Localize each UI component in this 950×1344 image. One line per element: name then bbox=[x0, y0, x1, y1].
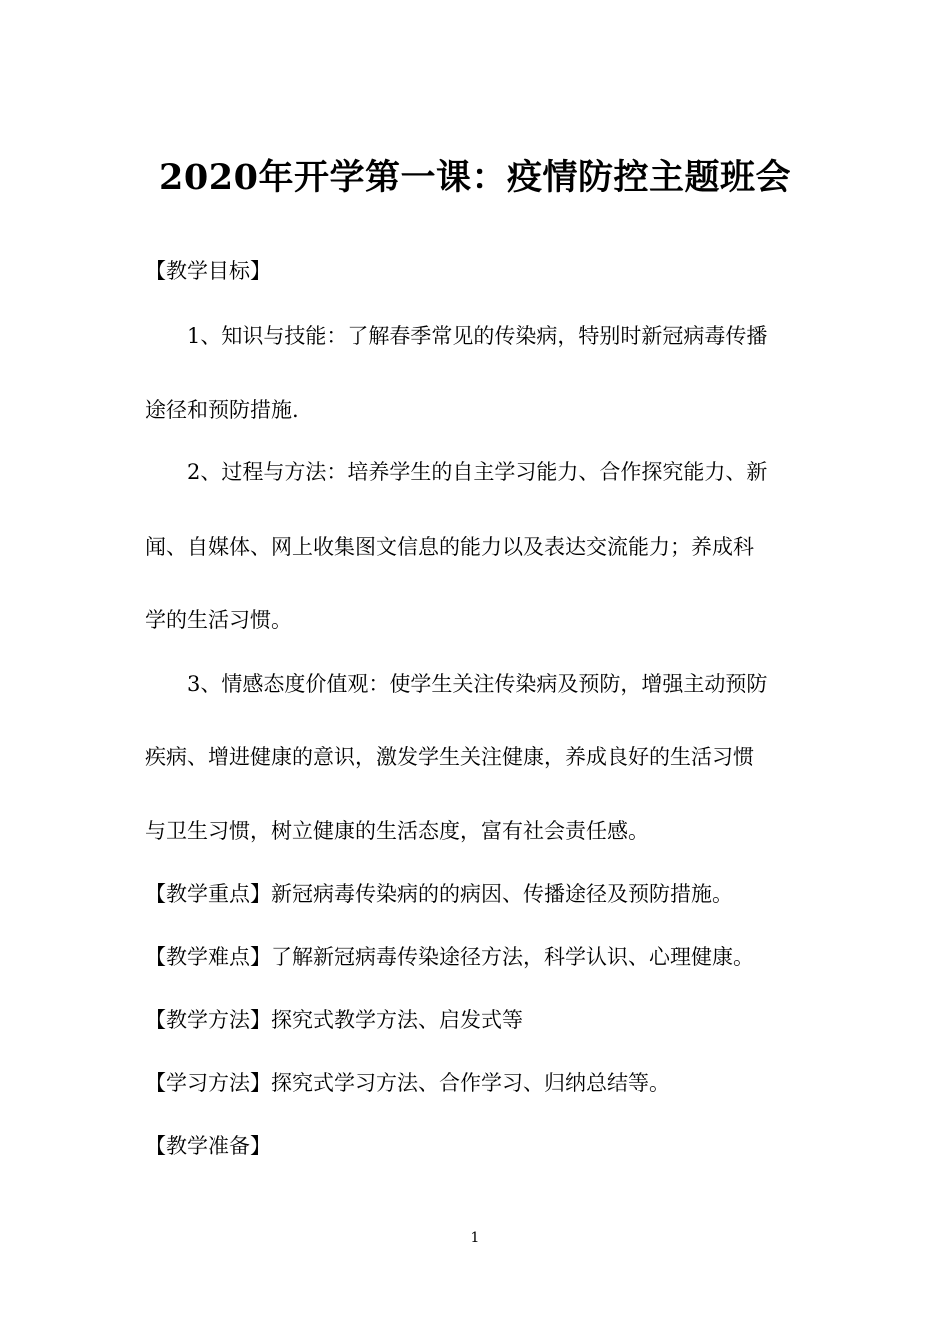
objective-2-line-2: 闻、自媒体、网上收集图文信息的能力以及表达交流能力；养成科 bbox=[145, 535, 754, 559]
learning-method-line: 【学习方法】探究式学习方法、合作学习、归纳总结等。 bbox=[145, 1071, 670, 1095]
page-title: 2020年开学第一课：疫情防控主题班会 bbox=[159, 157, 791, 198]
objective-3-line-2: 疾病、增进健康的意识，激发学生关注健康，养成良好的生活习惯 bbox=[145, 745, 754, 769]
section-heading-objectives: 【教学目标】 bbox=[145, 259, 271, 283]
objective-1-line-1: 1、知识与技能：了解春季常见的传染病，特别时新冠病毒传播 bbox=[187, 324, 768, 348]
objective-2-line-3: 学的生活习惯。 bbox=[145, 608, 292, 632]
key-points-line: 【教学重点】新冠病毒传染病的的病因、传播途径及预防措施。 bbox=[145, 882, 733, 906]
page-number: 1 bbox=[470, 1230, 480, 1246]
objective-2-line-1: 2、过程与方法：培养学生的自主学习能力、合作探究能力、新 bbox=[187, 460, 768, 484]
objective-1-line-2: 途径和预防措施. bbox=[145, 398, 299, 422]
objective-3-line-1: 3、情感态度价值观：使学生关注传染病及预防，增强主动预防 bbox=[187, 672, 768, 696]
difficulties-line: 【教学难点】了解新冠病毒传染途径方法，科学认识、心理健康。 bbox=[145, 945, 754, 969]
teaching-method-line: 【教学方法】探究式教学方法、启发式等 bbox=[145, 1008, 523, 1032]
preparation-heading: 【教学准备】 bbox=[145, 1134, 271, 1158]
objective-3-line-3: 与卫生习惯，树立健康的生活态度，富有社会责任感。 bbox=[145, 819, 649, 843]
